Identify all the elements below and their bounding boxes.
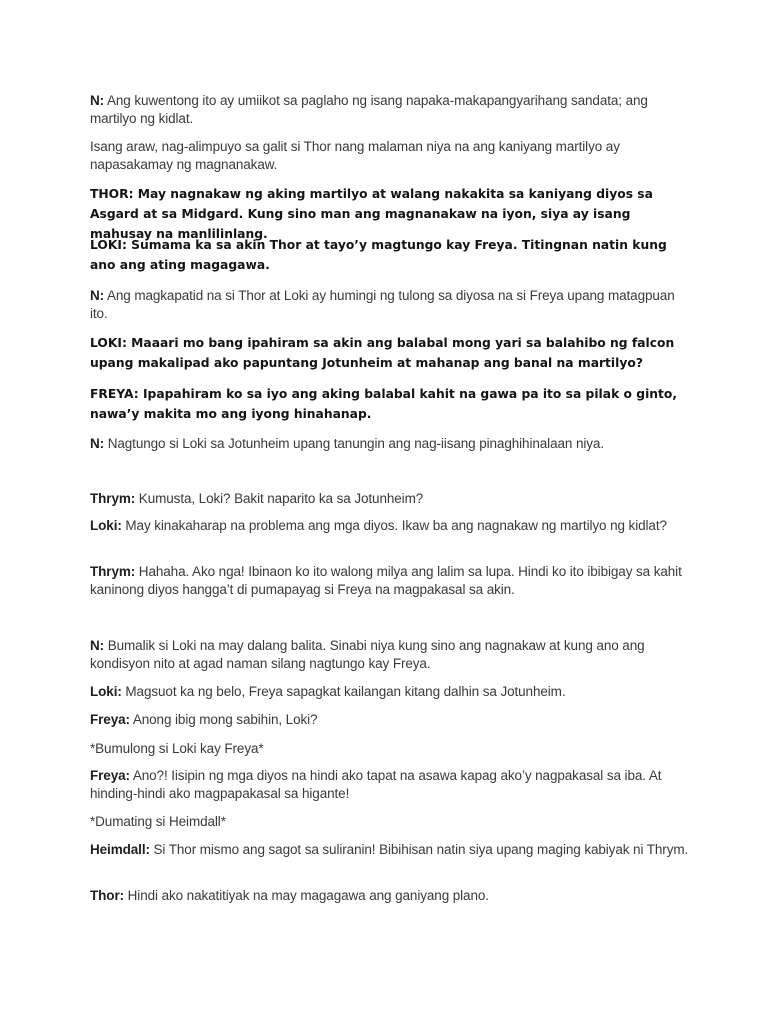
speaker-label: FREYA:	[90, 387, 139, 401]
dialogue-text: Ang magkapatid na si Thor at Loki ay humingi ng tulong sa diyosa na si Freya upang matagpuan ito.	[90, 288, 675, 321]
speaker-label: N:	[90, 436, 105, 451]
dialogue-paragraph	[90, 384, 690, 424]
dialogue-paragraph	[90, 517, 690, 535]
speaker-label: LOKI:	[90, 336, 127, 350]
dialogue-paragraph	[90, 887, 690, 905]
speaker-label: Freya:	[90, 712, 130, 727]
dialogue-text: *Bumulong si Loki kay Freya*	[90, 741, 264, 756]
dialogue-text: *Dumating si Heimdall*	[90, 814, 226, 829]
dialogue-text: Nagtungo si Loki sa Jotunheim upang tanungin ang nag-iisang pinaghihinalaan niya.	[104, 436, 604, 451]
dialogue-paragraph	[90, 490, 690, 508]
stage-direction	[90, 813, 690, 831]
narration-paragraph	[90, 435, 690, 453]
narration-paragraph	[90, 637, 690, 673]
dialogue-text: Ipapahiram ko sa iyo ang aking balabal kahit na gawa pa ito sa pilak o ginto, nawa’y makita mo ang iyong hinahanap.	[90, 387, 678, 421]
dialogue-text: Si Thor mismo ang sagot sa suliranin! Bibihisan natin siya upang maging kabiyak ni Thrym.	[149, 842, 689, 857]
dialogue-text: Kumusta, Loki? Bakit naparito ka sa Jotunheim?	[135, 491, 424, 506]
narration-paragraph	[90, 92, 690, 128]
dialogue-text: Ano?! Iisipin ng mga diyos na hindi ako tapat na asawa kapag ako’y nagpakasal sa iba. At hinding-hindi ako magpapakasal sa higante!	[90, 768, 662, 801]
speaker-label: Thor:	[90, 888, 124, 903]
dialogue-paragraph	[90, 563, 690, 599]
speaker-label: Loki:	[90, 684, 122, 699]
dialogue-text: May kinakaharap na problema ang mga diyos. Ikaw ba ang nagnakaw ng martilyo ng kidlat?	[121, 518, 667, 533]
dialogue-paragraph	[90, 767, 690, 803]
dialogue-paragraph	[90, 333, 690, 373]
dialogue-paragraph	[90, 683, 690, 701]
stage-direction	[90, 740, 690, 758]
speaker-label: Heimdall:	[90, 842, 150, 857]
speaker-label: N:	[90, 288, 105, 303]
narration-paragraph	[90, 138, 690, 174]
dialogue-paragraph	[90, 235, 690, 275]
dialogue-text: Magsuot ka ng belo, Freya sapagkat kailangan kitang dalhin sa Jotunheim.	[121, 684, 566, 699]
speaker-label: Loki:	[90, 518, 122, 533]
narration-paragraph	[90, 287, 690, 323]
speaker-label: Thrym:	[90, 491, 136, 506]
speaker-label: Freya:	[90, 768, 130, 783]
dialogue-text: Anong ibig mong sabihin, Loki?	[129, 712, 318, 727]
dialogue-paragraph	[90, 841, 690, 859]
speaker-label: Thrym:	[90, 564, 136, 579]
dialogue-text: Hahaha. Ako nga! Ibinaon ko ito walong milya ang lalim sa lupa. Hindi ko ito ibibigay sa kahit kaninong diyos hangga’t di pumapayag si Freya na magpakasal sa akin.	[90, 564, 682, 597]
dialogue-text: Maaari mo bang ipahiram sa akin ang balabal mong yari sa balahibo ng falcon upang makalipad ako papuntang Jotunheim at mahanap ang banal na martilyo?	[90, 336, 675, 370]
dialogue-text: Isang araw, nag-alimpuyo sa galit si Thor nang malaman niya na ang kaniyang martilyo ay napasakamay ng magnanakaw.	[90, 139, 620, 172]
dialogue-text: Ang kuwentong ito ay umiikot sa paglaho ng isang napaka-makapangyarihang sandata; ang martilyo ng kidlat.	[90, 93, 648, 126]
dialogue-paragraph	[90, 711, 690, 729]
dialogue-text: May nagnakaw ng aking martilyo at walang nakakita sa kaniyang diyos sa Asgard at sa Midgard. Kung sino man ang magnanakaw na iyon, siya ay isang mahusay na manlilinlang.	[90, 187, 653, 241]
dialogue-text: Bumalik si Loki na may dalang balita. Sinabi niya kung sino ang nagnakaw at kung ano ang kondisyon nito at agad naman silang nagtungo kay Freya.	[90, 638, 645, 671]
speaker-label: LOKI:	[90, 238, 127, 252]
dialogue-text: Sumama ka sa akin Thor at tayo’y magtungo kay Freya. Titingnan natin kung ano ang ating magagawa.	[90, 238, 667, 272]
speaker-label: N:	[90, 93, 105, 108]
dialogue-text: Hindi ako nakatitiyak na may magagawa ang ganiyang plano.	[124, 888, 489, 903]
speaker-label: N:	[90, 638, 105, 653]
speaker-label: THOR:	[90, 187, 134, 201]
